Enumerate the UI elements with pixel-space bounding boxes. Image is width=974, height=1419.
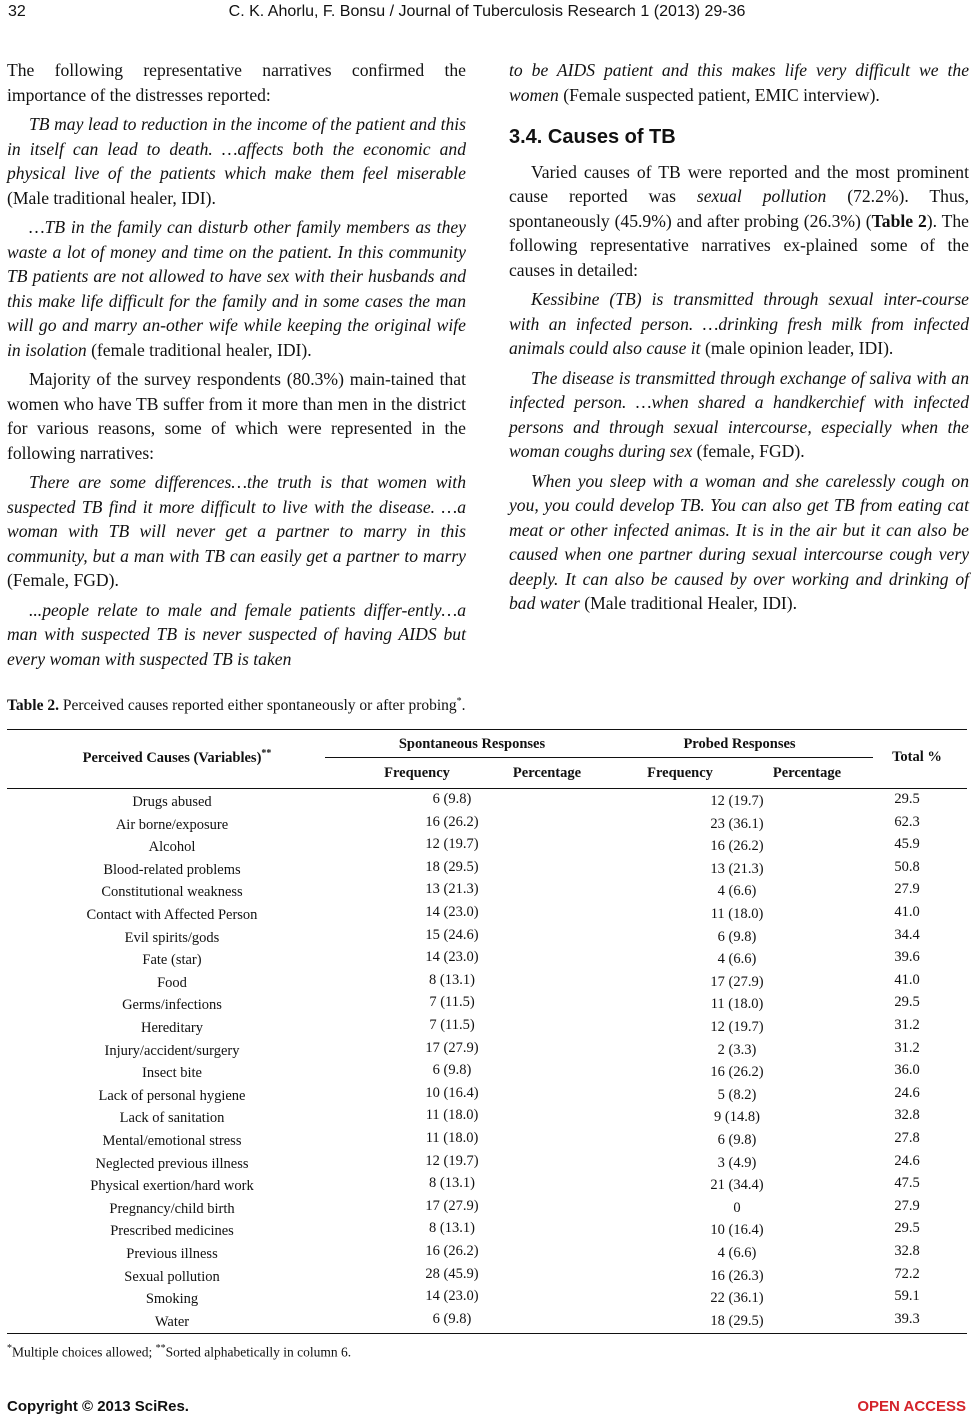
quote-paragraph — [509, 58, 969, 107]
cause-cell: Insect bite — [142, 1065, 202, 1082]
table-row — [7, 859, 967, 881]
total-cell: 29.5 — [894, 1220, 920, 1237]
header-frequency: Frequency — [384, 765, 450, 781]
total-cell: 36.0 — [894, 1062, 920, 1079]
header-probed: Probed Responses — [683, 736, 796, 752]
paragraph: The following representative narratives confirmed the importance of the distresses reported: — [7, 60, 466, 105]
probed-cell: 17 (27.9) — [710, 973, 764, 990]
table-row — [7, 1085, 967, 1107]
total-cell: 34.4 — [894, 926, 920, 943]
total-cell: 47.5 — [894, 1175, 920, 1192]
cause-cell: Germs/infections — [122, 997, 222, 1014]
probed-cell: 4 (6.6) — [717, 951, 757, 968]
total-cell: 29.5 — [894, 791, 920, 807]
header-percentage: Percentage — [512, 765, 582, 781]
total-cell: 50.8 — [894, 858, 920, 875]
probed-cell: 9 (14.8) — [714, 1109, 760, 1126]
text-run: (72.2%). Thus, spontaneously (45.9%) and after probing (26.3%) ( — [509, 186, 969, 231]
footnote-marker: * — [7, 1343, 12, 1354]
table-footnote — [7, 1343, 351, 1361]
footnote-marker: ** — [155, 1343, 166, 1354]
caption-text: Perceived causes reported either spontaneously or after probing — [58, 697, 457, 715]
total-cell: 31.2 — [894, 1039, 920, 1056]
spontaneous-cell: 18 (29.5) — [425, 858, 479, 875]
table-row — [7, 814, 967, 836]
probed-cell: 0 — [733, 1199, 741, 1216]
spontaneous-cell: 28 (45.9) — [425, 1265, 479, 1282]
open-access-label: OPEN ACCESS — [857, 1398, 966, 1415]
caption-end: . — [461, 697, 466, 715]
table-caption — [7, 696, 466, 715]
probed-cell: 23 (36.1) — [710, 815, 764, 832]
spontaneous-cell: 14 (23.0) — [425, 949, 479, 966]
table-row — [7, 1198, 967, 1220]
text-run: sexual pollution — [696, 186, 827, 206]
total-cell: 39.6 — [894, 949, 920, 966]
total-cell: 59.1 — [894, 1288, 920, 1305]
quote-paragraph — [509, 287, 969, 361]
quote-text: Kessibine (TB) is transmitted through sexual inter-course with an infected person. …drinking fresh milk from infected animals could also cause it — [509, 289, 969, 358]
table-reference: Table 2 — [871, 210, 927, 231]
section-heading: 3.4. Causes of TB — [509, 126, 676, 148]
paragraph: Majority of the survey respondents (80.3%) main-tained that women who have TB suffer from it more than men in the district for various reasons, some of which were represented in the following narratives: — [7, 369, 466, 463]
quote-text: …TB in the family can disturb other family members as they waste a lot of money and time on the patient. In this community TB patients are not allowed to have sex with their husbands and this make life difficult for the family and in some cases the man will go and marry an-other wife while keeping the original wife in isolation — [7, 217, 466, 360]
quote-source: (Male traditional Healer, IDI). — [579, 593, 798, 613]
table-row — [7, 1130, 967, 1152]
footnote-text: Sorted alphabetically in column 6. — [165, 1344, 352, 1360]
cause-cell: Drugs abused — [132, 794, 212, 810]
footnote-text: Multiple choices allowed; — [12, 1344, 156, 1360]
table-row — [7, 1017, 967, 1039]
quote-text: The disease is transmitted through exchange of saliva with an infected person. …when shared a handkerchief with infected persons and through sexual intercourse, especially when the woman coughs during sex — [509, 367, 969, 461]
table-label: Table 2. — [7, 697, 59, 715]
spontaneous-cell: 14 (23.0) — [425, 904, 479, 920]
total-cell: 39.3 — [894, 1310, 920, 1327]
quote-text: There are some differences…the truth is that women with suspected TB find it more difficult to live with the disease. …a woman with TB will never get a partner to marry in this community, but a man with TB can easily get a partner to marry — [7, 472, 466, 566]
right-column — [509, 58, 969, 621]
probed-cell: 16 (26.2) — [710, 838, 764, 855]
probed-cell: 16 (26.3) — [710, 1267, 764, 1284]
table-top-rule — [7, 729, 967, 730]
paragraph — [509, 160, 969, 283]
table-row — [7, 927, 967, 949]
cause-cell: Food — [157, 974, 187, 991]
table-row — [7, 836, 967, 858]
cause-cell: Prescribed medicines — [110, 1223, 234, 1240]
header-spontaneous: Spontaneous Responses — [398, 736, 546, 752]
total-cell: 29.5 — [894, 994, 920, 1011]
left-column — [7, 58, 466, 676]
probed-cell: 4 (6.6) — [717, 883, 757, 900]
spontaneous-cell: 7 (11.5) — [429, 1017, 475, 1033]
quote-source: (Male traditional healer, IDI). — [7, 187, 216, 208]
probed-cell: 2 (3.3) — [717, 1041, 757, 1058]
cause-cell: Neglected previous illness — [95, 1155, 249, 1172]
spontaneous-cell: 12 (19.7) — [425, 836, 479, 853]
quote-paragraph — [509, 366, 969, 464]
quote-paragraph — [7, 470, 466, 593]
spontaneous-cell: 16 (26.2) — [425, 1243, 479, 1259]
probed-cell: 12 (19.7) — [710, 1019, 764, 1035]
spontaneous-cell: 12 (19.7) — [425, 1152, 479, 1169]
spontaneous-cell: 17 (27.9) — [425, 1039, 479, 1056]
table-row — [7, 1175, 967, 1197]
probed-cell: 6 (9.8) — [717, 1132, 757, 1148]
table-row — [7, 1153, 967, 1175]
text-run: ). The following representative narratives ex-plained some of the causes in detailed: — [509, 210, 969, 280]
cause-cell: Lack of sanitation — [119, 1110, 225, 1127]
total-cell: 32.8 — [894, 1107, 920, 1124]
quote-text: ...people relate to male and female patients differ-ently…a man with suspected TB is never suspected of having AIDS but every woman with suspected TB is taken — [7, 599, 466, 669]
header-frequency: Frequency — [647, 765, 713, 781]
spontaneous-cell: 6 (9.8) — [432, 791, 472, 807]
quote-paragraph — [509, 469, 969, 616]
table-row — [7, 1266, 967, 1288]
spontaneous-cell: 14 (23.0) — [425, 1288, 479, 1305]
total-cell: 32.8 — [894, 1243, 920, 1259]
running-title: C. K. Ahorlu, F. Bonsu / Journal of Tuberculosis Research 1 (2013) 29-36 — [228, 3, 746, 20]
cause-cell: Sexual pollution — [124, 1268, 220, 1285]
cause-cell: Air borne/exposure — [115, 816, 229, 833]
table-row — [7, 1040, 967, 1062]
cause-cell: Injury/accident/surgery — [104, 1042, 240, 1059]
spontaneous-cell: 16 (26.2) — [425, 813, 479, 830]
quote-paragraph — [7, 598, 466, 672]
spontaneous-cell: 17 (27.9) — [425, 1197, 479, 1214]
probed-cell: 11 (18.0) — [710, 906, 764, 922]
cause-cell: Smoking — [145, 1291, 199, 1308]
quote-paragraph — [7, 112, 466, 210]
spontaneous-cell: 11 (18.0) — [425, 1130, 479, 1146]
cause-cell: Hereditary — [141, 1020, 203, 1036]
table-row — [7, 1243, 967, 1265]
total-cell: 27.9 — [894, 1197, 920, 1214]
cause-cell: Mental/emotional stress — [102, 1133, 242, 1149]
probed-cell: 12 (19.7) — [710, 793, 764, 809]
header-bottom-rule — [7, 788, 967, 789]
probed-cell: 21 (34.4) — [710, 1177, 764, 1194]
total-cell: 24.6 — [894, 1084, 920, 1101]
probed-cell: 18 (29.5) — [710, 1312, 764, 1329]
probed-cell: 22 (36.1) — [710, 1290, 764, 1307]
spontaneous-cell: 13 (21.3) — [425, 881, 479, 898]
spontaneous-cell: 6 (9.8) — [432, 1310, 472, 1327]
probed-cell: 10 (16.4) — [710, 1222, 764, 1239]
table-row — [7, 1311, 967, 1333]
quote-source: (Female, FGD). — [7, 570, 119, 590]
total-cell: 41.0 — [894, 904, 920, 920]
table-row — [7, 1220, 967, 1242]
page-header — [0, 0, 974, 30]
probed-cell: 4 (6.6) — [717, 1245, 757, 1261]
quote-text: to be AIDS patient and this makes life very difficult we the women — [509, 60, 969, 105]
header-total: Total % — [892, 749, 942, 765]
quote-text: When you sleep with a woman and she carelessly cough on you, you could develop TB. You can also get TB from eating cat meat or other infected animas. It is in the air but it can also be caused when one partner during sexual intercourse cough very deeply. It can also be caused by over working and drinking of bad water — [509, 470, 969, 613]
quote-source: (Female suspected patient, EMIC interview). — [558, 84, 880, 105]
spontaneous-cell: 8 (13.1) — [429, 1175, 475, 1192]
probed-cell: 11 (18.0) — [710, 996, 764, 1013]
cause-cell: Fate (star) — [142, 952, 202, 969]
cause-cell: Contact with Affected Person — [86, 907, 258, 923]
quote-source: (male opinion leader, IDI). — [700, 338, 894, 358]
quote-text: TB may lead to reduction in the income of the patient and this in itself can lead to death. …affects both the economic and physical live of the patients which make them feel miserable — [7, 114, 466, 183]
copyright: Copyright © 2013 SciRes. — [7, 1398, 189, 1415]
spontaneous-cell: 15 (24.6) — [425, 926, 479, 943]
text-run: Varied causes of TB were reported and the most prominent cause reported was — [509, 161, 969, 206]
probed-cell: 13 (21.3) — [710, 860, 764, 877]
total-cell: 45.9 — [894, 836, 920, 853]
header-mid-rule — [325, 757, 873, 758]
cause-cell: Alcohol — [148, 839, 196, 856]
table-bottom-rule — [7, 1333, 967, 1334]
total-cell: 24.6 — [894, 1152, 920, 1169]
spontaneous-cell: 8 (13.1) — [429, 971, 475, 988]
footnote-marker: * — [456, 696, 462, 707]
quote-source: (female traditional healer, IDI). — [86, 339, 312, 360]
cause-cell: Lack of personal hygiene — [98, 1087, 246, 1104]
table-row — [7, 1107, 967, 1129]
total-cell: 72.2 — [894, 1265, 920, 1282]
header-variable: Perceived Causes (Variables)** — [82, 748, 272, 766]
table-row — [7, 994, 967, 1016]
table-row — [7, 972, 967, 994]
spontaneous-cell: 11 (18.0) — [425, 1107, 479, 1124]
total-cell: 27.8 — [894, 1130, 920, 1146]
table-row — [7, 791, 967, 813]
probed-cell: 16 (26.2) — [710, 1064, 764, 1081]
cause-cell: Pregnancy/child birth — [109, 1200, 235, 1217]
total-cell: 31.2 — [894, 1017, 920, 1033]
probed-cell: 5 (8.2) — [717, 1086, 757, 1103]
total-cell: 62.3 — [894, 813, 920, 830]
table-row — [7, 1288, 967, 1310]
table-row — [7, 949, 967, 971]
page-number: 32 — [8, 3, 26, 20]
cause-cell: Blood-related problems — [103, 861, 241, 878]
spontaneous-cell: 7 (11.5) — [429, 994, 475, 1011]
table-row — [7, 904, 967, 926]
probed-cell: 6 (9.8) — [717, 928, 757, 945]
cause-cell: Constitutional weakness — [101, 884, 243, 901]
table-row — [7, 1062, 967, 1084]
spontaneous-cell: 8 (13.1) — [429, 1220, 475, 1237]
cause-cell: Evil spirits/gods — [124, 929, 220, 946]
cause-cell: Water — [154, 1313, 190, 1330]
header-percentage: Percentage — [772, 765, 842, 781]
spontaneous-cell: 10 (16.4) — [425, 1084, 479, 1101]
total-cell: 41.0 — [894, 971, 920, 988]
quote-paragraph — [7, 215, 466, 362]
cause-cell: Physical exertion/hard work — [90, 1178, 254, 1195]
spontaneous-cell: 6 (9.8) — [432, 1062, 472, 1079]
table-row — [7, 881, 967, 903]
total-cell: 27.9 — [894, 881, 920, 898]
cause-cell: Previous illness — [126, 1246, 218, 1262]
quote-source: (female, FGD). — [692, 441, 805, 461]
probed-cell: 3 (4.9) — [717, 1154, 757, 1171]
